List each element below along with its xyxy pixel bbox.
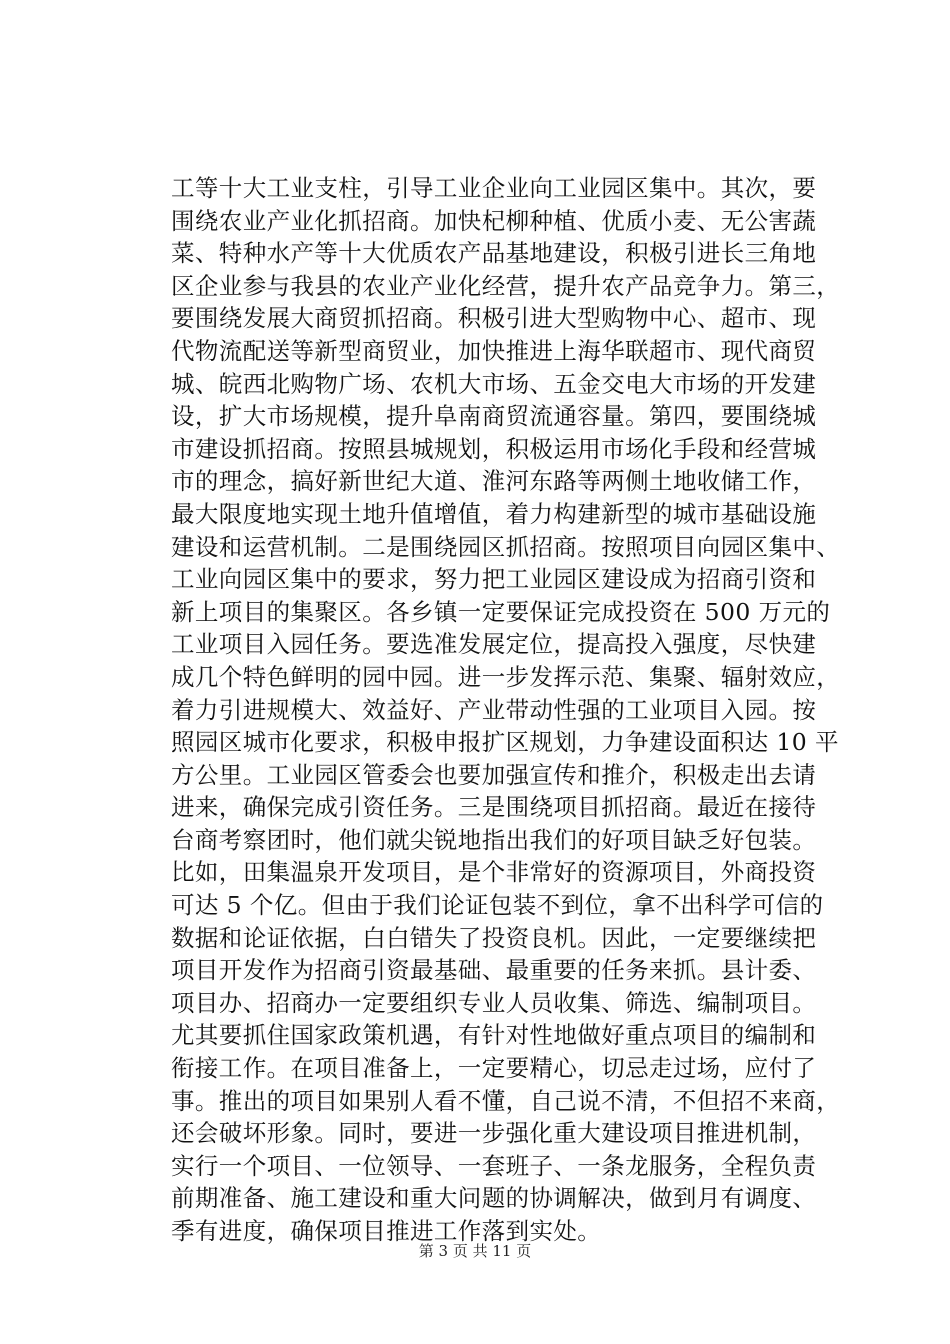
text-line: 城、皖西北购物广场、农机大市场、五金交电大市场的开发建: [171, 369, 817, 398]
text-line: 成几个特色鲜明的园中园。进一步发挥示范、集聚、辐射效应，: [171, 662, 841, 691]
text-line: 要围绕发展大商贸抓招商。积极引进大型购物中心、超市、现: [171, 304, 817, 333]
text-line: 季有进度，确保项目推进工作落到实处。: [171, 1217, 602, 1245]
text-line: 建设和运营机制。二是围绕园区抓招商。按照项目向园区集中、: [171, 532, 841, 561]
text-line: 菜、特种水产等十大优质农产品基地建设，积极引进长三角地: [171, 239, 817, 268]
text-line: 项目办、招商办一定要组织专业人员收集、筛选、编制项目。: [171, 988, 817, 1017]
text-line: 尤其要抓住国家政策机遇，有针对性地做好重点项目的编制和: [171, 1021, 817, 1050]
text-line: 方公里。工业园区管委会也要加强宣传和推介，积极走出去请: [171, 760, 817, 789]
text-line: 比如，田集温泉开发项目，是个非常好的资源项目，外商投资: [171, 858, 817, 887]
text-line: 着力引进规模大、效益好、产业带动性强的工业项目入园。按: [171, 695, 817, 724]
text-line: 照园区城市化要求，积极申报扩区规划，力争建设面积达 10 平: [171, 728, 839, 757]
page-footer: 第 3 页 共 11 页: [418, 1242, 532, 1260]
text-line: 实行一个项目、一位领导、一套班子、一条龙服务，全程负责: [171, 1151, 817, 1180]
text-line: 可达 5 个亿。但由于我们论证包装不到位，拿不出科学可信的: [171, 891, 824, 920]
text-line: 衔接工作。在项目准备上，一定要精心，切忌走过场，应付了: [171, 1054, 817, 1083]
text-line: 市的理念，搞好新世纪大道、淮河东路等两侧土地收储工作，: [171, 467, 817, 496]
text-line: 围绕农业产业化抓招商。加快杞柳种植、优质小麦、无公害蔬: [171, 206, 817, 235]
text-line: 市建设抓招商。按照县城规划，积极运用市场化手段和经营城: [171, 434, 817, 463]
text-line: 新上项目的集聚区。各乡镇一定要保证完成投资在 500 万元的: [171, 597, 831, 626]
text-line: 设，扩大市场规模，提升阜南商贸流通容量。第四，要围绕城: [171, 402, 817, 431]
text-line: 台商考察团时，他们就尖锐地指出我们的好项目缺乏好包装。: [171, 825, 817, 854]
text-line: 代物流配送等新型商贸业，加快推进上海华联超市、现代商贸: [171, 336, 817, 365]
text-line: 最大限度地实现土地升值增值，着力构建新型的城市基础设施: [171, 499, 817, 528]
text-line: 前期准备、施工建设和重大问题的协调解决，做到月有调度、: [171, 1184, 817, 1213]
text-line: 数据和论证依据，白白错失了投资良机。因此，一定要继续把: [171, 923, 817, 952]
text-line: 工业项目入园任务。要选准发展定位，提高投入强度，尽快建: [171, 630, 817, 659]
text-line: 项目开发作为招商引资最基础、最重要的任务来抓。县计委、: [171, 956, 817, 985]
text-line: 还会破坏形象。同时，要进一步强化重大建设项目推进机制，: [171, 1119, 817, 1148]
text-line: 进来，确保完成引资任务。三是围绕项目抓招商。最近在接待: [171, 793, 817, 822]
text-line: 工业向园区集中的要求，努力把工业园区建设成为招商引资和: [171, 565, 817, 594]
body-paragraph: [171, 172, 841, 1248]
text-line: 工等十大工业支柱，引导工业企业向工业园区集中。其次，要: [171, 174, 817, 202]
text-line: 事。推出的项目如果别人看不懂，自己说不清，不但招不来商，: [171, 1086, 841, 1115]
text-line: 区企业参与我县的农业产业化经营，提升农产品竞争力。第三，: [171, 271, 841, 300]
